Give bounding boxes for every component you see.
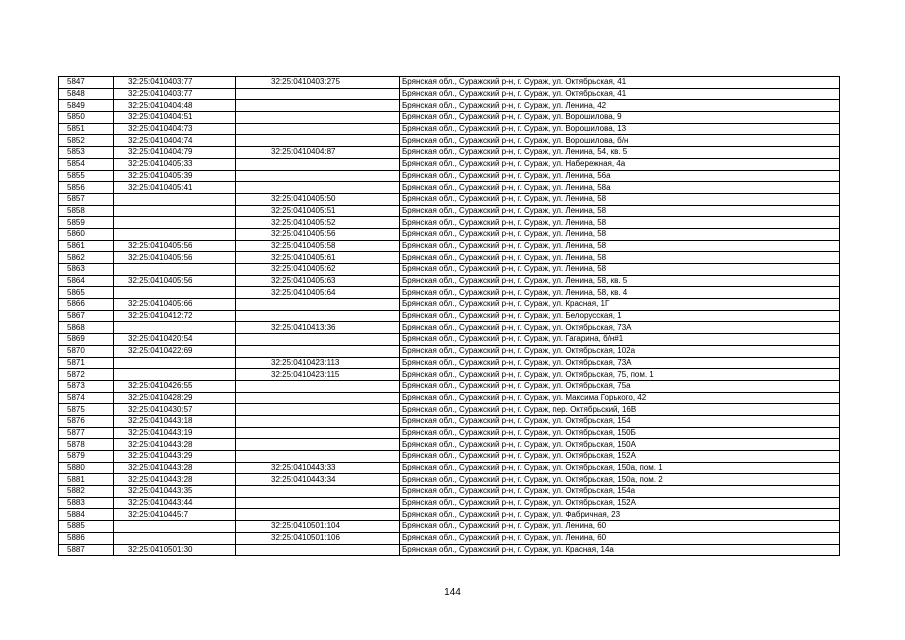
land-cadastral-number bbox=[114, 228, 236, 240]
land-cadastral-number bbox=[114, 532, 236, 544]
address: Брянская обл., Суражский р-н, г. Сураж, ул. Ворошилова, 13 bbox=[400, 123, 840, 135]
page-number: 144 bbox=[444, 587, 461, 598]
land-cadastral-number bbox=[114, 217, 236, 229]
address: Брянская обл., Суражский р-н, г. Сураж, ул. Красная, 1Г bbox=[400, 299, 840, 311]
address: Брянская обл., Суражский р-н, г. Сураж, ул. Ленина, 58 bbox=[400, 252, 840, 264]
row-number: 5852 bbox=[59, 135, 114, 147]
row-number: 5886 bbox=[59, 532, 114, 544]
address: Брянская обл., Суражский р-н, г. Сураж, ул. Ленина, 58 bbox=[400, 205, 840, 217]
table-row bbox=[59, 217, 840, 229]
table-row bbox=[59, 532, 840, 544]
row-number: 5874 bbox=[59, 392, 114, 404]
object-cadastral-number: 32:25:0410405:64 bbox=[236, 287, 400, 299]
address: Брянская обл., Суражский р-н, г. Сураж, ул. Ленина, 56а bbox=[400, 170, 840, 182]
table-row bbox=[59, 310, 840, 322]
row-number: 5871 bbox=[59, 357, 114, 369]
land-cadastral-number: 32:25:0410426:55 bbox=[114, 380, 236, 392]
address: Брянская обл., Суражский р-н, г. Сураж, ул. Красная, 14а bbox=[400, 544, 840, 556]
address: Брянская обл., Суражский р-н, г. Сураж, ул. Октябрьская, 150А bbox=[400, 439, 840, 451]
row-number: 5866 bbox=[59, 299, 114, 311]
land-cadastral-number: 32:25:0410404:73 bbox=[114, 123, 236, 135]
land-cadastral-number: 32:25:0410405:33 bbox=[114, 158, 236, 170]
table-row bbox=[59, 369, 840, 381]
row-number: 5882 bbox=[59, 486, 114, 498]
table-row bbox=[59, 521, 840, 533]
table-row bbox=[59, 77, 840, 89]
address: Брянская обл., Суражский р-н, г. Сураж, ул. Ворошилова, б/н bbox=[400, 135, 840, 147]
table-row bbox=[59, 462, 840, 474]
object-cadastral-number: 32:25:0410403:275 bbox=[236, 77, 400, 89]
address: Брянская обл., Суражский р-н, г. Сураж, ул. Ленина, 58, кв. 5 bbox=[400, 275, 840, 287]
address: Брянская обл., Суражский р-н, г. Сураж, ул. Ленина, 58а bbox=[400, 182, 840, 194]
row-number: 5856 bbox=[59, 182, 114, 194]
address: Брянская обл., Суражский р-н, г. Сураж, ул. Гагарина, б/н#1 bbox=[400, 334, 840, 346]
object-cadastral-number bbox=[236, 439, 400, 451]
table-row bbox=[59, 474, 840, 486]
row-number: 5865 bbox=[59, 287, 114, 299]
object-cadastral-number: 32:25:0410405:63 bbox=[236, 275, 400, 287]
object-cadastral-number bbox=[236, 88, 400, 100]
land-cadastral-number: 32:25:0410501:30 bbox=[114, 544, 236, 556]
address: Брянская обл., Суражский р-н, г. Сураж, ул. Ленина, 42 bbox=[400, 100, 840, 112]
object-cadastral-number: 32:25:0410423:113 bbox=[236, 357, 400, 369]
land-cadastral-number: 32:25:0410403:77 bbox=[114, 88, 236, 100]
object-cadastral-number: 32:25:0410404:87 bbox=[236, 147, 400, 159]
land-cadastral-number bbox=[114, 205, 236, 217]
table-row bbox=[59, 357, 840, 369]
table-row bbox=[59, 392, 840, 404]
land-cadastral-number: 32:25:0410404:48 bbox=[114, 100, 236, 112]
address: Брянская обл., Суражский р-н, г. Сураж, ул. Октябрьская, 73А bbox=[400, 322, 840, 334]
table-row bbox=[59, 182, 840, 194]
table-row bbox=[59, 299, 840, 311]
row-number: 5873 bbox=[59, 380, 114, 392]
land-cadastral-number: 32:25:0410405:56 bbox=[114, 275, 236, 287]
table-row bbox=[59, 264, 840, 276]
table-row bbox=[59, 497, 840, 509]
land-cadastral-number: 32:25:0410412:72 bbox=[114, 310, 236, 322]
table-row bbox=[59, 88, 840, 100]
row-number: 5878 bbox=[59, 439, 114, 451]
land-cadastral-number: 32:25:0410428:29 bbox=[114, 392, 236, 404]
land-cadastral-number: 32:25:0410405:41 bbox=[114, 182, 236, 194]
address: Брянская обл., Суражский р-н, г. Сураж, ул. Ворошилова, 9 bbox=[400, 112, 840, 124]
object-cadastral-number: 32:25:0410501:106 bbox=[236, 532, 400, 544]
address: Брянская обл., Суражский р-н, г. Сураж, ул. Октябрьская, 154 bbox=[400, 415, 840, 427]
row-number: 5887 bbox=[59, 544, 114, 556]
row-number: 5851 bbox=[59, 123, 114, 135]
table-row bbox=[59, 228, 840, 240]
row-number: 5881 bbox=[59, 474, 114, 486]
address: Брянская обл., Суражский р-н, г. Сураж, ул. Набережная, 4а bbox=[400, 158, 840, 170]
land-cadastral-number: 32:25:0410422:69 bbox=[114, 345, 236, 357]
object-cadastral-number bbox=[236, 392, 400, 404]
row-number: 5854 bbox=[59, 158, 114, 170]
land-cadastral-number: 32:25:0410443:18 bbox=[114, 415, 236, 427]
row-number: 5884 bbox=[59, 509, 114, 521]
object-cadastral-number bbox=[236, 112, 400, 124]
address: Брянская обл., Суражский р-н, г. Сураж, ул. Октябрьская, 150а, пом. 1 bbox=[400, 462, 840, 474]
land-cadastral-number bbox=[114, 357, 236, 369]
land-cadastral-number bbox=[114, 287, 236, 299]
address: Брянская обл., Суражский р-н, г. Сураж, пер. Октябрьский, 16В bbox=[400, 404, 840, 416]
row-number: 5848 bbox=[59, 88, 114, 100]
table-row bbox=[59, 404, 840, 416]
object-cadastral-number bbox=[236, 299, 400, 311]
object-cadastral-number bbox=[236, 486, 400, 498]
land-cadastral-number: 32:25:0410420:54 bbox=[114, 334, 236, 346]
address: Брянская обл., Суражский р-н, г. Сураж, ул. Октябрьская, 150Б bbox=[400, 427, 840, 439]
table-row bbox=[59, 112, 840, 124]
address: Брянская обл., Суражский р-н, г. Сураж, ул. Ленина, 54, кв. 5 bbox=[400, 147, 840, 159]
row-number: 5880 bbox=[59, 462, 114, 474]
table-row bbox=[59, 544, 840, 556]
object-cadastral-number: 32:25:0410405:51 bbox=[236, 205, 400, 217]
address: Брянская обл., Суражский р-н, г. Сураж, ул. Фабричная, 23 bbox=[400, 509, 840, 521]
row-number: 5879 bbox=[59, 451, 114, 463]
land-cadastral-number bbox=[114, 193, 236, 205]
object-cadastral-number bbox=[236, 310, 400, 322]
object-cadastral-number: 32:25:0410405:61 bbox=[236, 252, 400, 264]
row-number: 5876 bbox=[59, 415, 114, 427]
table-row bbox=[59, 322, 840, 334]
address: Брянская обл., Суражский р-н, г. Сураж, ул. Октябрьская, 150а, пом. 2 bbox=[400, 474, 840, 486]
address: Брянская обл., Суражский р-н, г. Сураж, ул. Ленина, 58 bbox=[400, 193, 840, 205]
row-number: 5858 bbox=[59, 205, 114, 217]
object-cadastral-number: 32:25:0410405:56 bbox=[236, 228, 400, 240]
land-cadastral-number: 32:25:0410403:77 bbox=[114, 77, 236, 89]
row-number: 5859 bbox=[59, 217, 114, 229]
land-cadastral-number: 32:25:0410443:44 bbox=[114, 497, 236, 509]
table-row bbox=[59, 486, 840, 498]
land-cadastral-number: 32:25:0410443:28 bbox=[114, 439, 236, 451]
land-cadastral-number: 32:25:0410405:56 bbox=[114, 240, 236, 252]
object-cadastral-number bbox=[236, 158, 400, 170]
land-cadastral-number: 32:25:0410404:79 bbox=[114, 147, 236, 159]
table-row bbox=[59, 100, 840, 112]
row-number: 5847 bbox=[59, 77, 114, 89]
object-cadastral-number bbox=[236, 182, 400, 194]
object-cadastral-number: 32:25:0410405:52 bbox=[236, 217, 400, 229]
table-row bbox=[59, 345, 840, 357]
address: Брянская обл., Суражский р-н, г. Сураж, ул. Октябрьская, 75, пом. 1 bbox=[400, 369, 840, 381]
row-number: 5850 bbox=[59, 112, 114, 124]
land-cadastral-number bbox=[114, 521, 236, 533]
row-number: 5862 bbox=[59, 252, 114, 264]
address: Брянская обл., Суражский р-н, г. Сураж, ул. Ленина, 58 bbox=[400, 264, 840, 276]
object-cadastral-number: 32:25:0410443:34 bbox=[236, 474, 400, 486]
object-cadastral-number bbox=[236, 345, 400, 357]
table-row bbox=[59, 205, 840, 217]
row-number: 5867 bbox=[59, 310, 114, 322]
address: Брянская обл., Суражский р-н, г. Сураж, ул. Октябрьская, 41 bbox=[400, 77, 840, 89]
object-cadastral-number bbox=[236, 509, 400, 521]
table-row bbox=[59, 170, 840, 182]
registry-table bbox=[58, 76, 840, 556]
table-row bbox=[59, 240, 840, 252]
row-number: 5863 bbox=[59, 264, 114, 276]
address: Брянская обл., Суражский р-н, г. Сураж, ул. Октябрьская, 152А bbox=[400, 497, 840, 509]
object-cadastral-number bbox=[236, 334, 400, 346]
address: Брянская обл., Суражский р-н, г. Сураж, ул. Белорусская, 1 bbox=[400, 310, 840, 322]
table-row bbox=[59, 287, 840, 299]
row-number: 5857 bbox=[59, 193, 114, 205]
address: Брянская обл., Суражский р-н, г. Сураж, ул. Ленина, 60 bbox=[400, 521, 840, 533]
address: Брянская обл., Суражский р-н, г. Сураж, ул. Ленина, 58 bbox=[400, 217, 840, 229]
row-number: 5868 bbox=[59, 322, 114, 334]
land-cadastral-number bbox=[114, 264, 236, 276]
land-cadastral-number: 32:25:0410404:51 bbox=[114, 112, 236, 124]
table-row bbox=[59, 380, 840, 392]
object-cadastral-number bbox=[236, 170, 400, 182]
address: Брянская обл., Суражский р-н, г. Сураж, ул. Максима Горького, 42 bbox=[400, 392, 840, 404]
object-cadastral-number bbox=[236, 544, 400, 556]
land-cadastral-number: 32:25:0410405:66 bbox=[114, 299, 236, 311]
row-number: 5861 bbox=[59, 240, 114, 252]
land-cadastral-number bbox=[114, 369, 236, 381]
table-row bbox=[59, 252, 840, 264]
table-row bbox=[59, 334, 840, 346]
address: Брянская обл., Суражский р-н, г. Сураж, ул. Ленина, 60 bbox=[400, 532, 840, 544]
object-cadastral-number bbox=[236, 380, 400, 392]
land-cadastral-number: 32:25:0410443:29 bbox=[114, 451, 236, 463]
table-row bbox=[59, 451, 840, 463]
land-cadastral-number: 32:25:0410430:57 bbox=[114, 404, 236, 416]
row-number: 5853 bbox=[59, 147, 114, 159]
land-cadastral-number: 32:25:0410405:56 bbox=[114, 252, 236, 264]
row-number: 5885 bbox=[59, 521, 114, 533]
land-cadastral-number bbox=[114, 322, 236, 334]
address: Брянская обл., Суражский р-н, г. Сураж, ул. Октябрьская, 41 bbox=[400, 88, 840, 100]
object-cadastral-number bbox=[236, 100, 400, 112]
address: Брянская обл., Суражский р-н, г. Сураж, ул. Октябрьская, 73А bbox=[400, 357, 840, 369]
table-row bbox=[59, 415, 840, 427]
row-number: 5883 bbox=[59, 497, 114, 509]
table-row bbox=[59, 193, 840, 205]
object-cadastral-number bbox=[236, 451, 400, 463]
address: Брянская обл., Суражский р-н, г. Сураж, ул. Ленина, 58, кв. 4 bbox=[400, 287, 840, 299]
row-number: 5869 bbox=[59, 334, 114, 346]
object-cadastral-number bbox=[236, 404, 400, 416]
table-row bbox=[59, 509, 840, 521]
row-number: 5849 bbox=[59, 100, 114, 112]
object-cadastral-number: 32:25:0410443:33 bbox=[236, 462, 400, 474]
land-cadastral-number: 32:25:0410405:39 bbox=[114, 170, 236, 182]
object-cadastral-number: 32:25:0410501:104 bbox=[236, 521, 400, 533]
land-cadastral-number: 32:25:0410443:19 bbox=[114, 427, 236, 439]
table-row bbox=[59, 439, 840, 451]
table-row bbox=[59, 427, 840, 439]
object-cadastral-number bbox=[236, 427, 400, 439]
address: Брянская обл., Суражский р-н, г. Сураж, ул. Октябрьская, 154а bbox=[400, 486, 840, 498]
row-number: 5875 bbox=[59, 404, 114, 416]
object-cadastral-number bbox=[236, 415, 400, 427]
land-cadastral-number: 32:25:0410443:35 bbox=[114, 486, 236, 498]
address: Брянская обл., Суражский р-н, г. Сураж, ул. Ленина, 58 bbox=[400, 228, 840, 240]
object-cadastral-number: 32:25:0410413:36 bbox=[236, 322, 400, 334]
row-number: 5864 bbox=[59, 275, 114, 287]
land-cadastral-number: 32:25:0410443:28 bbox=[114, 474, 236, 486]
object-cadastral-number bbox=[236, 123, 400, 135]
land-cadastral-number: 32:25:0410443:28 bbox=[114, 462, 236, 474]
table-row bbox=[59, 123, 840, 135]
table-row bbox=[59, 275, 840, 287]
row-number: 5870 bbox=[59, 345, 114, 357]
address: Брянская обл., Суражский р-н, г. Сураж, ул. Октябрьская, 102а bbox=[400, 345, 840, 357]
object-cadastral-number bbox=[236, 497, 400, 509]
row-number: 5872 bbox=[59, 369, 114, 381]
object-cadastral-number: 32:25:0410405:62 bbox=[236, 264, 400, 276]
row-number: 5860 bbox=[59, 228, 114, 240]
land-cadastral-number: 32:25:0410404:74 bbox=[114, 135, 236, 147]
land-cadastral-number: 32:25:0410445:7 bbox=[114, 509, 236, 521]
row-number: 5877 bbox=[59, 427, 114, 439]
object-cadastral-number: 32:25:0410405:58 bbox=[236, 240, 400, 252]
address: Брянская обл., Суражский р-н, г. Сураж, ул. Ленина, 58 bbox=[400, 240, 840, 252]
row-number: 5855 bbox=[59, 170, 114, 182]
registry-table-body bbox=[59, 77, 840, 556]
address: Брянская обл., Суражский р-н, г. Сураж, ул. Октябрьская, 152А bbox=[400, 451, 840, 463]
object-cadastral-number: 32:25:0410405:50 bbox=[236, 193, 400, 205]
table-row bbox=[59, 135, 840, 147]
object-cadastral-number: 32:25:0410423:115 bbox=[236, 369, 400, 381]
table-row bbox=[59, 147, 840, 159]
object-cadastral-number bbox=[236, 135, 400, 147]
address: Брянская обл., Суражский р-н, г. Сураж, ул. Октябрьская, 75а bbox=[400, 380, 840, 392]
table-row bbox=[59, 158, 840, 170]
